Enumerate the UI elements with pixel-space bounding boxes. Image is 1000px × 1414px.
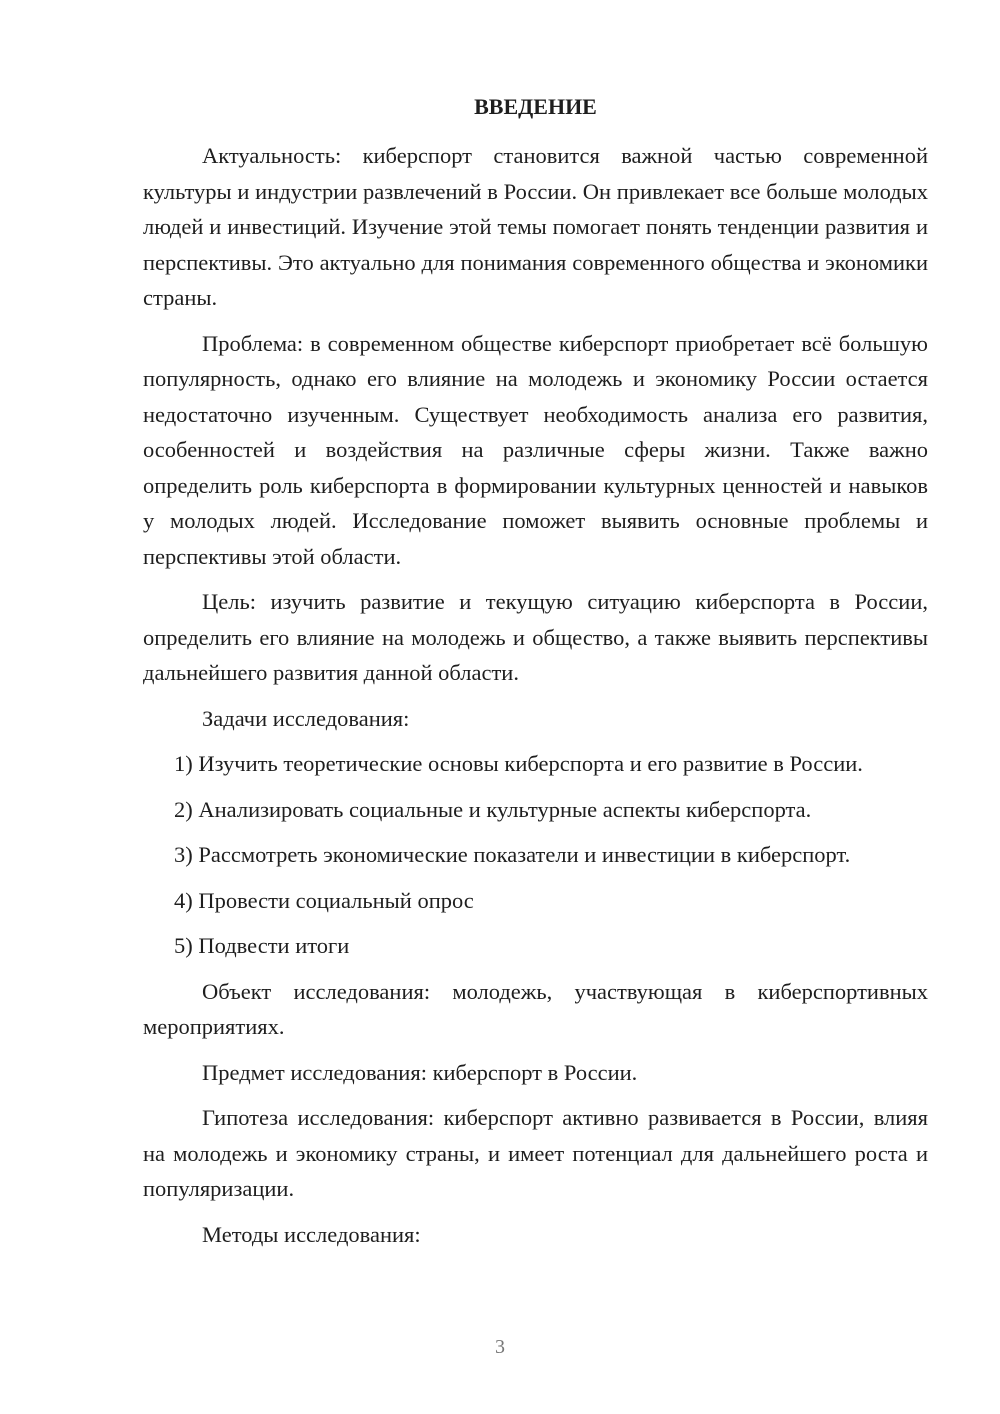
document-page	[143, 92, 928, 1262]
task-item-1: 1) Изучить теоретические основы киберспорта и его развитие в России.	[174, 751, 863, 776]
task-item-2: 2) Анализировать социальные и культурные аспекты киберспорта.	[174, 796, 812, 822]
paragraph-hypothesis: Гипотеза исследования: киберспорт активно развивается в России, влияя на молодежь и экономику страны, и имеет потенциал для дальнейшего роста и популяризации.	[143, 1105, 928, 1201]
task-item-4: 4) Провести социальный опрос	[174, 887, 474, 913]
section-title: ВВЕДЕНИЕ	[474, 94, 597, 119]
paragraph-methods: Методы исследования:	[202, 1221, 421, 1247]
paragraph-problem: Проблема: в современном обществе киберспорт приобретает всё большую популярность, однако его влияние на молодежь и экономику России остается недостаточно изученным. Существует необходимость анализа его развития, особенностей и воздействия на различные сферы жизни. Также важно определить роль киберспорта в формировании культурных ценностей и навыков у молодых людей. Исследование поможет выявить основные проблемы и перспективы этой области.	[143, 330, 928, 569]
paragraph-relevance: Актуальность: киберспорт становится важной частью современной культуры и индустрии развлечений в России. Он привлекает все больше молодых людей и инвестиций. Изучение этой темы помогает понять тенденции развития и перспективы. Это актуально для понимания современного общества и экономики страны.	[143, 143, 928, 310]
paragraph-subject: Предмет исследования: киберспорт в России.	[202, 1059, 638, 1085]
paragraph-object: Объект исследования: молодежь, участвующая в киберспортивных мероприятиях.	[143, 978, 928, 1039]
page-number: 3	[495, 1336, 505, 1358]
task-item-3: 3) Рассмотреть экономические показатели и инвестиции в киберспорт.	[174, 842, 851, 867]
paragraph-goal: Цель: изучить развитие и текущую ситуацию киберспорта в России, определить его влияние на молодежь и общество, а также выявить перспективы дальнейшего развития данной области.	[143, 589, 928, 685]
paragraph-tasks-heading: Задачи исследования:	[202, 705, 410, 731]
task-item-5: 5) Подвести итоги	[174, 933, 350, 958]
